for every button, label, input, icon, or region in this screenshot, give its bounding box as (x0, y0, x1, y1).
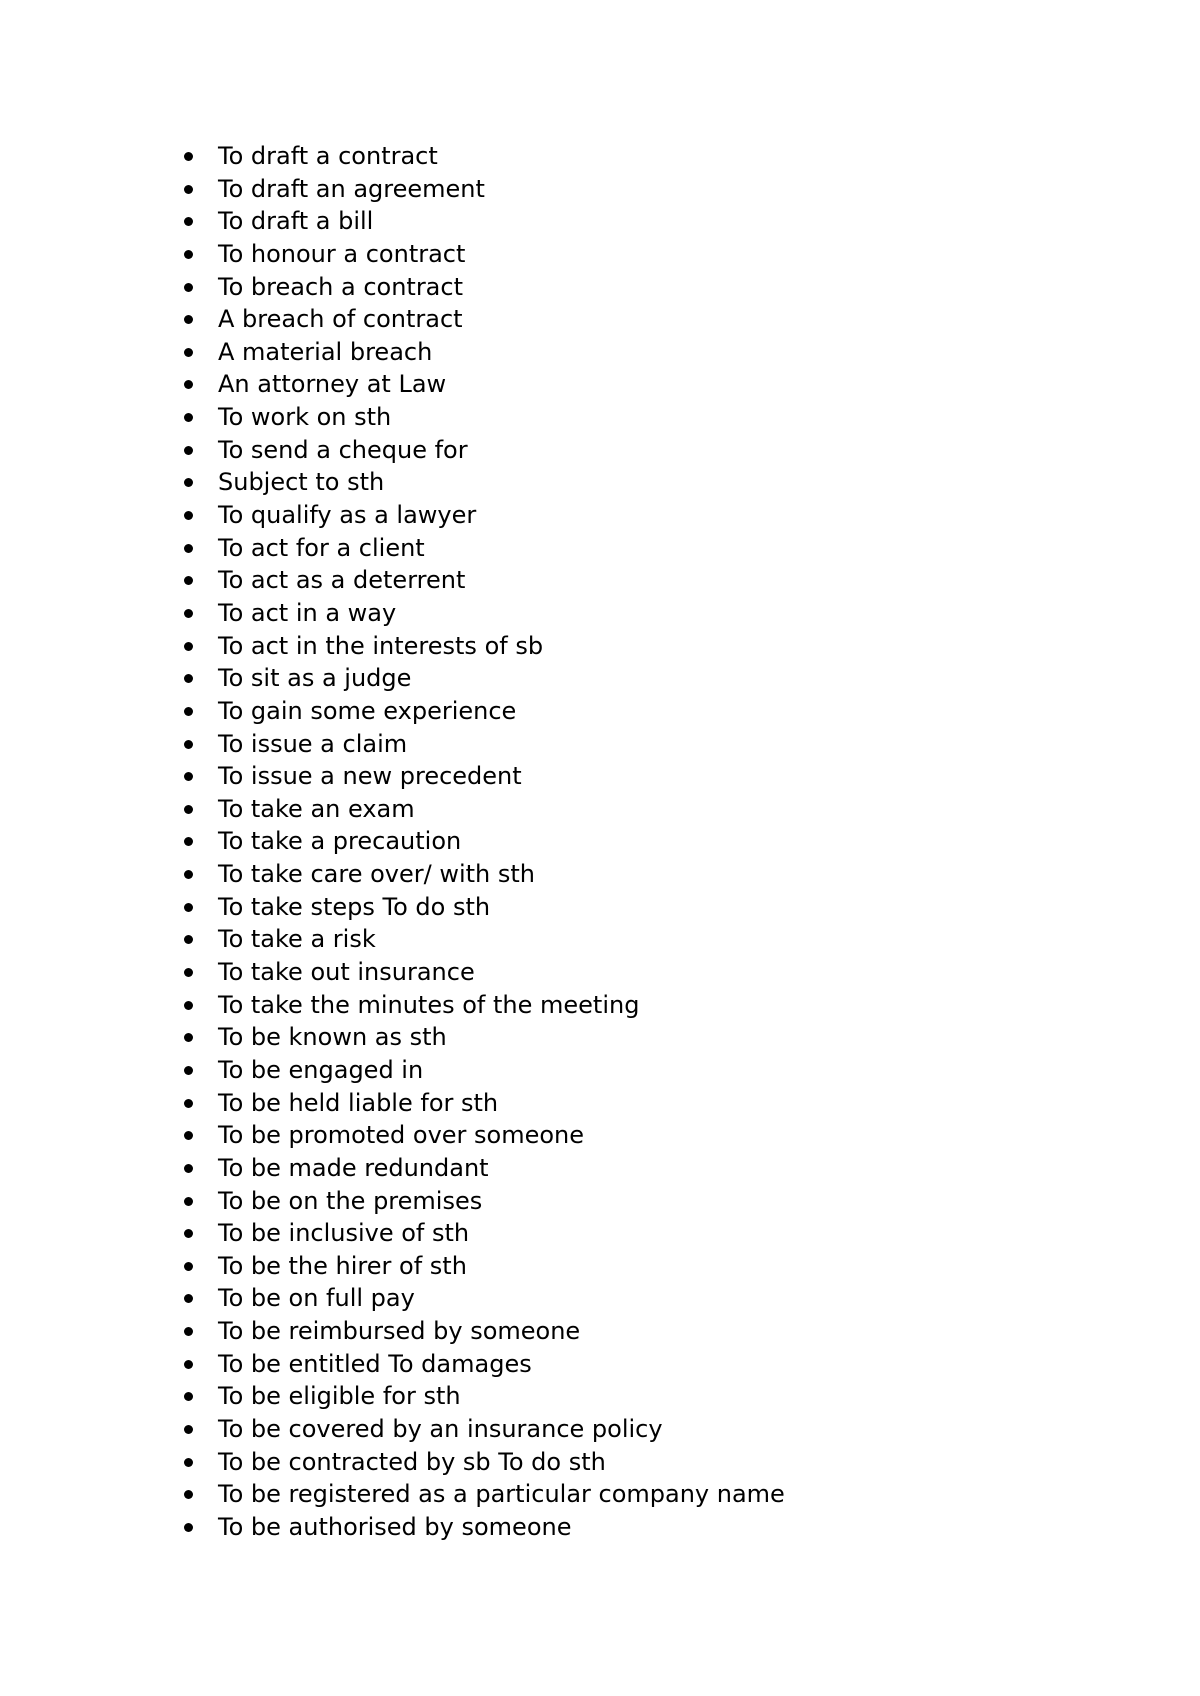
list-item-text: To be made redundant (218, 1153, 489, 1182)
bullet-dot-icon (184, 478, 193, 487)
list-item-text: To take a precaution (218, 827, 462, 856)
list-item (184, 989, 785, 1022)
list-item (184, 564, 785, 597)
bullet-dot-icon (184, 805, 193, 814)
bullet-dot-icon (184, 1294, 193, 1303)
bullet-dot-icon (184, 1458, 193, 1467)
bullet-dot-icon (184, 348, 193, 357)
list-item (184, 597, 785, 630)
list-item-text: To be known as sth (218, 1023, 447, 1052)
bullet-dot-icon (184, 740, 193, 749)
bullet-dot-icon (184, 642, 193, 651)
list-item (184, 140, 785, 173)
list-item-text: An attorney at Law (218, 370, 447, 399)
bullet-dot-icon (184, 185, 193, 194)
list-item-text: To take care over/ with sth (218, 860, 535, 889)
list-item-text: To be held liable for sth (218, 1088, 499, 1117)
list-item-text: To send a cheque for (218, 435, 468, 464)
list-item-text: To work on sth (218, 403, 392, 432)
bullet-dot-icon (184, 283, 193, 292)
bullet-dot-icon (184, 870, 193, 879)
list-item (184, 1021, 785, 1054)
bullet-dot-icon (184, 837, 193, 846)
list-item-text: To be on full pay (218, 1284, 415, 1313)
bullet-dot-icon (184, 1490, 193, 1499)
list-item (184, 1152, 785, 1185)
list-item-text: To take an exam (218, 794, 415, 823)
bullet-dot-icon (184, 772, 193, 781)
list-item (184, 368, 785, 401)
list-item (184, 630, 785, 663)
bullet-dot-icon (184, 1327, 193, 1336)
list-item (184, 238, 785, 271)
list-item-text: To be authorised by someone (218, 1512, 572, 1541)
list-item (184, 662, 785, 695)
list-item (184, 1413, 785, 1446)
list-item (184, 271, 785, 304)
list-item-text: To draft a contract (218, 142, 438, 170)
list-item (184, 1315, 785, 1348)
list-item-text: To be inclusive of sth (218, 1219, 470, 1248)
list-item (184, 858, 785, 891)
list-item (184, 1511, 785, 1544)
bullet-dot-icon (184, 1425, 193, 1434)
list-item (184, 1478, 785, 1511)
list-item-text: To breach a contract (218, 272, 463, 301)
bullet-dot-icon (184, 609, 193, 618)
bullet-dot-icon (184, 1099, 193, 1108)
list-item (184, 205, 785, 238)
list-item (184, 1380, 785, 1413)
bullet-dot-icon (184, 380, 193, 389)
list-item (184, 923, 785, 956)
list-item (184, 532, 785, 565)
list-item (184, 1185, 785, 1218)
bullet-dot-icon (184, 1033, 193, 1042)
list-item (184, 825, 785, 858)
list-item (184, 695, 785, 728)
list-item-text: To act in a way (218, 598, 397, 627)
bullet-dot-icon (184, 1392, 193, 1401)
list-item-text: To draft an agreement (218, 174, 485, 203)
list-item-text: To be eligible for sth (218, 1382, 461, 1411)
list-item (184, 173, 785, 206)
list-item (184, 336, 785, 369)
list-item-text: To act for a client (218, 533, 425, 562)
list-item-text: To be on the premises (218, 1186, 483, 1215)
list-item (184, 466, 785, 499)
list-item (184, 1217, 785, 1250)
bullet-dot-icon (184, 1262, 193, 1271)
list-item-text: To sit as a judge (218, 664, 412, 693)
list-item-text: To take a risk (218, 925, 376, 954)
phrase-bullet-list (184, 140, 785, 1544)
list-item (184, 1250, 785, 1283)
list-item (184, 1054, 785, 1087)
list-item-text: To be covered by an insurance policy (218, 1414, 663, 1443)
bullet-dot-icon (184, 935, 193, 944)
list-item-text: A breach of contract (218, 305, 463, 334)
bullet-dot-icon (184, 1229, 193, 1238)
list-item-text: To take out insurance (218, 958, 475, 987)
list-item-text: To be registered as a particular company name (218, 1480, 785, 1509)
list-item (184, 1348, 785, 1381)
list-item-text: To take steps To do sth (218, 892, 491, 921)
list-item-text: To be entitled To damages (218, 1349, 532, 1378)
bullet-dot-icon (184, 903, 193, 912)
list-item-text: Subject to sth (218, 468, 385, 497)
list-item-text: To act as a deterrent (218, 566, 466, 595)
bullet-dot-icon (184, 968, 193, 977)
list-item-text: To be reimbursed by someone (218, 1317, 581, 1346)
list-item (184, 303, 785, 336)
list-item (184, 499, 785, 532)
list-item-text: A material breach (218, 337, 433, 366)
list-item-text: To qualify as a lawyer (218, 501, 477, 530)
list-item-text: To issue a new precedent (218, 762, 522, 791)
bullet-dot-icon (184, 446, 193, 455)
bullet-dot-icon (184, 1164, 193, 1173)
list-item (184, 1119, 785, 1152)
bullet-dot-icon (184, 1197, 193, 1206)
list-item (184, 434, 785, 467)
bullet-dot-icon (184, 511, 193, 520)
bullet-dot-icon (184, 1131, 193, 1140)
list-item-text: To act in the interests of sb (218, 631, 544, 660)
list-item (184, 956, 785, 989)
list-item (184, 1446, 785, 1479)
list-item (184, 728, 785, 761)
list-item-text: To be the hirer of sth (218, 1251, 467, 1280)
list-item-text: To be engaged in (218, 1055, 424, 1084)
bullet-dot-icon (184, 315, 193, 324)
list-item (184, 760, 785, 793)
bullet-dot-icon (184, 1001, 193, 1010)
list-item (184, 891, 785, 924)
bullet-dot-icon (184, 707, 193, 716)
bullet-dot-icon (184, 250, 193, 259)
list-item-text: To honour a contract (218, 239, 466, 268)
list-item (184, 1087, 785, 1120)
list-item (184, 1282, 785, 1315)
list-item (184, 401, 785, 434)
list-item-text: To be contracted by sb To do sth (218, 1447, 606, 1476)
list-item-text: To draft a bill (218, 207, 374, 236)
list-item-text: To take the minutes of the meeting (218, 990, 640, 1019)
list-item-text: To gain some experience (218, 696, 517, 725)
bullet-dot-icon (184, 1360, 193, 1369)
bullet-dot-icon (184, 674, 193, 683)
bullet-dot-icon (184, 152, 193, 161)
bullet-dot-icon (184, 544, 193, 553)
bullet-dot-icon (184, 1523, 193, 1532)
bullet-dot-icon (184, 413, 193, 422)
list-item-text: To issue a claim (218, 729, 408, 758)
list-item-text: To be promoted over someone (218, 1121, 585, 1150)
bullet-dot-icon (184, 1066, 193, 1075)
bullet-dot-icon (184, 576, 193, 585)
list-item (184, 793, 785, 826)
bullet-dot-icon (184, 217, 193, 226)
